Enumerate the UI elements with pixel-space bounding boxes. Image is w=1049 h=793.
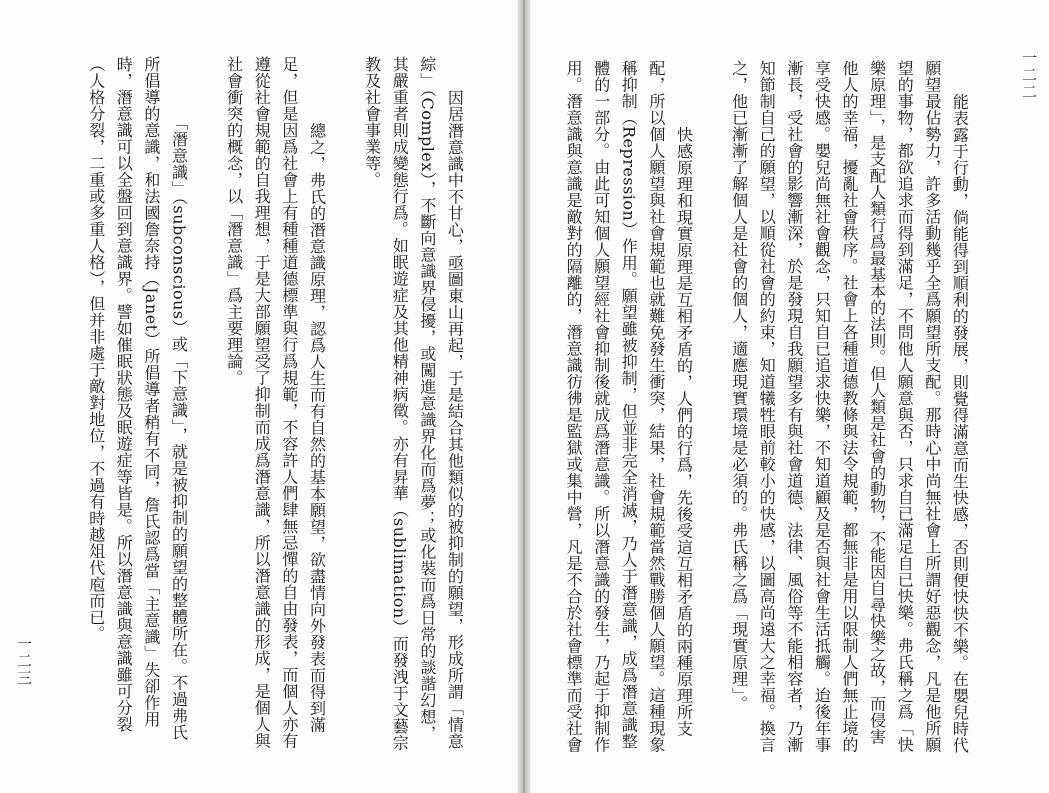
left-page-text [64,56,496,756]
paragraph: 因居潛意識中不甘心，亟圖東山再起，于是結合其他類似的被抑制的願望，形成所謂「情意綜」（Complex），不斷向意識界侵擾，或闖進意識界化而爲夢；或化裝而爲日常的談諧幻想，其嚴重者則成變態行爲。如眠遊症及其他精神病徵。亦有昇華（sublimation）而發洩于文藝宗教及社會事業等。 [362,56,465,751]
paragraph: 快感原理和現實原理是互相矛盾的，人們的行爲，先後受這互相矛盾的兩種原理所支配，所以個人願望與社會規範也就難免發生衝突，結果，社會規範當然戰勝個人願望。這種現象稱抑制（Repression）作用。願望雖被抑制，但並非完全消滅，乃人于潛意識，成爲潛意識整體的一部分。由此可知個人願望經社會抑制後就成爲潛意識。所以潛意識的發生，乃起于抑制作用。潛意識與意識是敵對的隔離的，潛意識彷彿是監獄或集中營，凡是不合於社會標準而受社會 [564,60,694,753]
paragraph: 能表露于行動，倘能得到順利的發展，則覺得滿意而生快感，否則便快快不樂。在嬰兒時代願望最佔勢力，許多活動幾乎全爲願望所支配。那時心中尚無社會上所謂好惡觀念，凡是他所願望的事物，都欲追求而得到滿足，不問他人願意與否，只求自已滿足自已快樂。弗氏稱之爲「快樂原理」，是支配人類行爲最基本的法則。但人類是社會的動物，不能因自尋快樂之故，而侵害他人的幸福，擾亂社會秩序。社會上各種道德教條與法令規範，都無非是用以限制人們無止境的享受快感。嬰兒尚無社會觀念，只知自已追求快樂，不知道顧及是否與社會生活抵觸。迨後年事漸長，受社會的影響漸深，於是發現自我願望多有與社會道德、法律、風俗等不能相容者，乃漸知節制自己的願望，以順從社會的約束，知道犧牲眼前較小的快感，以圖高尚遠大之幸福。換言之，他已漸漸了解個人是社會的個人，適應現實環境是必須的。弗氏稱之爲「現實原理」。 [729,60,970,754]
left-page [0,0,522,793]
page-number-left: 一二三 [15,636,33,687]
page-number-right: 一二二 [1020,50,1038,101]
right-page [527,0,1049,793]
right-page-text [557,60,1001,760]
paragraph: 總之，弗氏的潛意識原理，認爲人生而有自然的基本願望，欲盡情向外發表而得到滿足，但是因爲社會上有種種道德標準與行爲規範，不容許人們肆無忌憚的自由發表，而個人亦有遵從社會規範的自我理想，于是大部願望受了抑制而成爲潛意識，所以潛意識的形成，是個人與社會衝突的概念，以「潛意識」爲主要理論。 [224,56,327,749]
paragraph: 「潛意識」（subconscious）或「下意識」，就是被抑制的願望的整體所在。不過弗氏所倡導的意識，和法國詹奈持（Janet）所倡導者稍有不同，詹氏認爲當「主意識」失卻作用時，潛意識可以全盤回到意識界。譬如催眠狀態及眠遊症等皆是。所以潛意識與意識雖可分裂（人格分裂，二重或多重人格），但并非處于敵對地位，不過有時越俎代庖而已。 [86,56,189,741]
